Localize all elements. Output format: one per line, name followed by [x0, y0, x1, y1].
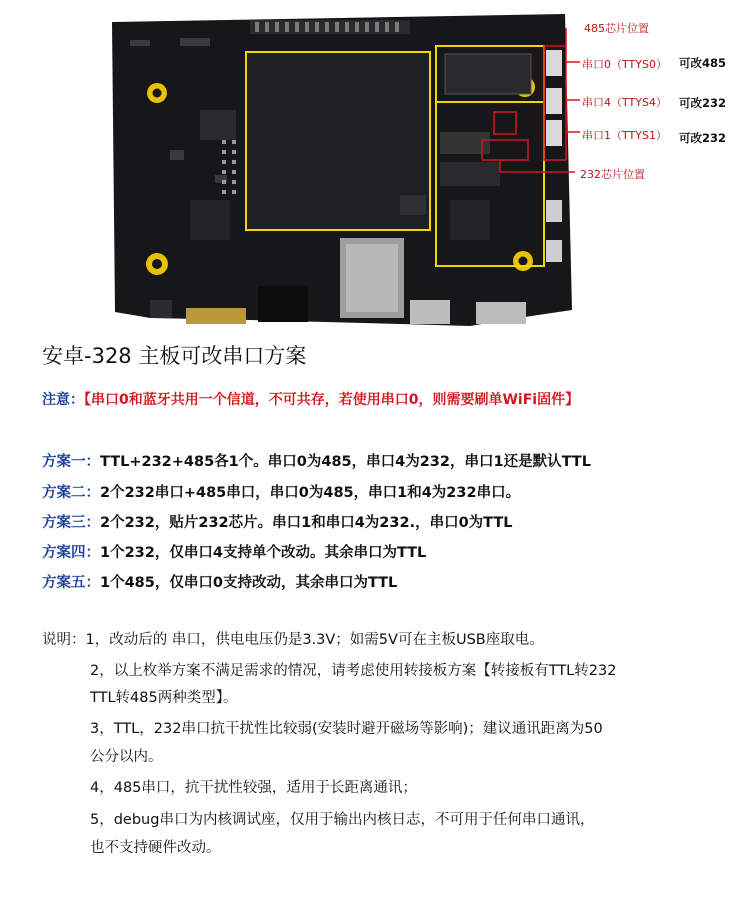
- annotation-port4: 串口4（TTYS4）: [582, 96, 667, 109]
- note-line: 3，TTL，232串口抗干扰性比较弱(安装时避开磁场等影响)；建议通讯距离为50: [90, 721, 603, 737]
- notice-text: 【串口0和蓝牙共用一个信道，不可共存，若使用串口0，则需要刷单WiFi固件】: [84, 392, 580, 408]
- plan-3: [42, 511, 513, 532]
- plan-label: 方案二：: [42, 485, 100, 501]
- notice: [42, 389, 579, 409]
- plan-label: 方案一：: [42, 454, 100, 470]
- annotation-port1: 串口1（TTYS1）: [582, 129, 667, 142]
- plan-text: 1个232，仅串口4支持单个改动。其余串口为TTL: [100, 545, 427, 561]
- annotation-side0: 可改485: [679, 56, 727, 70]
- plan-text: TTL+232+485各1个。串口0为485，串口4为232，串口1还是默认TTL: [100, 454, 591, 470]
- plan-2: [42, 481, 520, 502]
- plan-label: 方案四：: [42, 545, 100, 561]
- note-line: 4，485串口，抗干扰性较强，适用于长距离通讯；: [90, 780, 417, 796]
- plan-5: [42, 571, 397, 592]
- plan-text: 2个232，贴片232芯片。串口1和串口4为232.，串口0为TTL: [100, 515, 513, 531]
- note-line: 1，改动后的 串口，供电电压仍是3.3V；如需5V可在主板USB座取电。: [85, 632, 544, 648]
- annotation-side4: 可改232: [679, 96, 727, 110]
- top-pin-header: [250, 20, 410, 34]
- plan-label: 方案三：: [42, 515, 100, 531]
- page-title: 安卓-328 主板可改串口方案: [42, 344, 307, 368]
- plan-4: [42, 541, 426, 562]
- annotation-485-chip: 485芯片位置: [584, 22, 649, 35]
- plan-text: 2个232串口+485串口，串口0为485，串口1和4为232串口。: [100, 485, 521, 501]
- annotation-port0: 串口0（TTYS0）: [582, 58, 667, 71]
- plan-text: 1个485，仅串口0支持改动，其余串口为TTL: [100, 575, 398, 591]
- notes-label: 说明：: [42, 632, 86, 648]
- note-line: 公分以内。: [90, 749, 163, 765]
- note-line: 2，以上枚举方案不满足需求的情况，请考虑使用转接板方案【转接板有TTL转232: [90, 663, 617, 679]
- notes-first-line: [42, 628, 544, 649]
- note-line: 5，debug串口为内核调试座，仅用于输出内核日志，不可用于任何串口通讯，: [90, 812, 595, 828]
- board-photo: [0, 0, 750, 330]
- plan-label: 方案五：: [42, 575, 100, 591]
- note-line: TTL转485两种类型】。: [90, 690, 238, 706]
- plan-1: [42, 450, 591, 471]
- annotation-232-chip: 232芯片位置: [580, 168, 645, 181]
- note-line: 也不支持硬件改动。: [90, 840, 221, 856]
- annotation-side1: 可改232: [679, 131, 727, 145]
- notice-label: 注意：: [42, 392, 84, 408]
